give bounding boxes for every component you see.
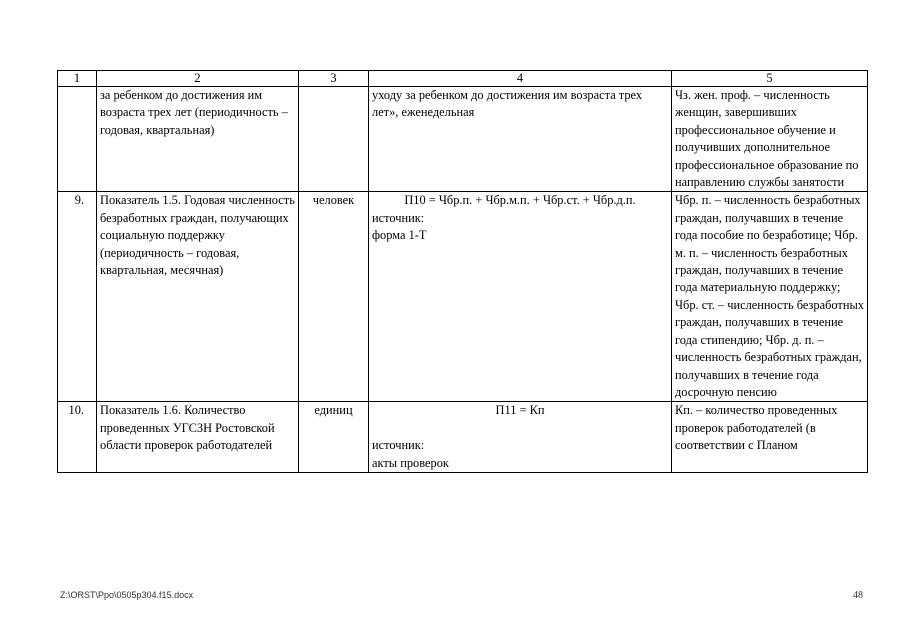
column-header: 2 [97, 71, 299, 87]
row-number: 10. [58, 402, 97, 473]
row-number: 9. [58, 192, 97, 402]
column-header: 4 [369, 71, 672, 87]
note-cell: Кп. – количество проведенных проверок работодателей (в соответствии с Планом [672, 402, 868, 473]
footer-file-path: Z:\ORST\Ppo\0505p304.f15.docx [60, 590, 194, 600]
column-header: 1 [58, 71, 97, 87]
column-header: 5 [672, 71, 868, 87]
formula-cell [369, 402, 672, 473]
unit-cell [299, 87, 369, 192]
formula-cell [369, 192, 672, 402]
note-cell: Чбр. п. – численность безработных граждан, получавших в течение года пособие по безработице; Чбр. м. п. – численность безработных граждан, получавших в течение года материальную поддержку; Чбр. ст. – численность безработных граждан, получавших в течение года стипендию; Чбр. д. п. – численность безработных граждан, получавших в течение года досрочную пенсию [672, 192, 868, 402]
table-header-row [58, 71, 868, 87]
table-row [58, 192, 868, 402]
blank-line [372, 420, 668, 437]
formula-cell [369, 87, 672, 192]
table-row [58, 87, 868, 192]
source-label: источник: [372, 210, 425, 225]
source-value: акты проверок [372, 455, 449, 470]
indicator-name: Показатель 1.6. Количество проведенных УГСЗН Ростовской области проверок работодателей [97, 402, 299, 473]
indicator-name: за ребенком до достижения им возраста трех лет (периодичность – годовая, квартальная) [97, 87, 299, 192]
table-row [58, 402, 868, 473]
column-header: 3 [299, 71, 369, 87]
row-number [58, 87, 97, 192]
unit-cell: человек [299, 192, 369, 402]
source-label: источник: [372, 438, 425, 453]
page-number: 48 [853, 590, 863, 601]
note-cell: Чз. жен. проф. – численность женщин, завершивших профессиональное обучение и получивших дополнительное профессиональное образование по направлению службы занятости [672, 87, 868, 192]
formula-text: П11 = Кп [495, 403, 545, 418]
formula-text: П10 = Чбр.п. + Чбр.м.п. + Чбр.ст. + Чбр.д.п. [404, 193, 636, 208]
source-label: уходу за ребенком до достижения им возраста трех лет», еженедельная [372, 88, 643, 120]
indicator-name: Показатель 1.5. Годовая численность безработных граждан, получающих социальную поддержку (периодичность – годовая, квартальная, месячная) [97, 192, 299, 402]
indicator-table [57, 70, 868, 473]
unit-cell: единиц [299, 402, 369, 473]
source-value: форма 1-Т [372, 228, 427, 243]
